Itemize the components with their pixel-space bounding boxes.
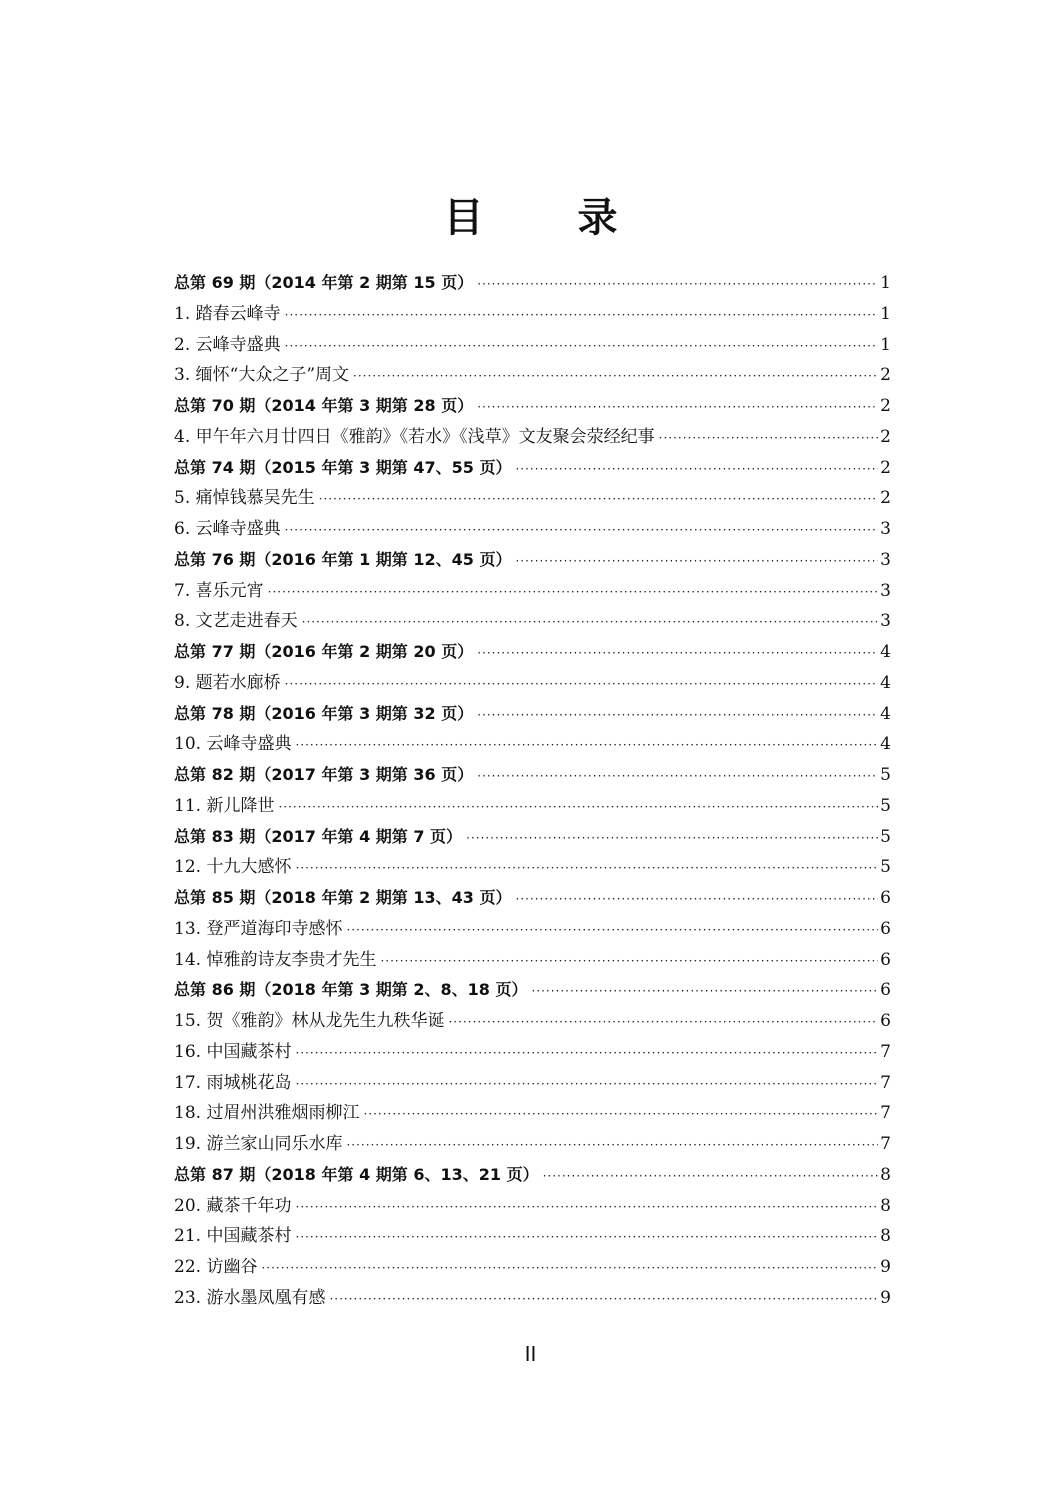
toc-page-number: 5 bbox=[880, 826, 891, 847]
toc-entry-title: 22. 访幽谷 bbox=[174, 1257, 258, 1277]
toc-page-number: 4 bbox=[880, 734, 891, 755]
toc-page-number: 3 bbox=[880, 549, 891, 570]
toc-issue-heading-text: 总第 85 期（2018 年第 2 期第 13、43 页） bbox=[174, 888, 512, 907]
toc-issue-heading bbox=[174, 822, 891, 853]
toc-entry bbox=[174, 360, 891, 391]
toc-page-number: 2 bbox=[880, 396, 891, 416]
toc-issue-heading bbox=[174, 883, 891, 914]
toc-leader-dots bbox=[295, 1222, 878, 1253]
toc-page-number: 2 bbox=[880, 457, 891, 478]
toc-entry-title: 14. 悼雅韵诗友李贵才先生 bbox=[174, 949, 377, 970]
toc-leader-dots bbox=[659, 423, 879, 454]
toc-entry bbox=[174, 514, 891, 545]
toc-entry-title: 10. 云峰寺盛典 bbox=[174, 734, 292, 755]
toc-page-number: 1 bbox=[880, 273, 891, 293]
toc-leader-dots bbox=[477, 392, 878, 423]
toc-entry-title: 9. 题若水廊桥 bbox=[174, 672, 281, 693]
toc-page-number: 8 bbox=[880, 1164, 891, 1185]
toc-page-number: 3 bbox=[880, 580, 891, 601]
toc-entry bbox=[174, 299, 891, 330]
toc-entry bbox=[174, 945, 891, 976]
toc-entry bbox=[174, 668, 891, 699]
toc-issue-heading bbox=[174, 391, 891, 422]
toc-entry-title: 2. 云峰寺盛典 bbox=[174, 334, 281, 355]
toc-leader-dots bbox=[329, 1284, 878, 1315]
toc-entry-title: 1. 踏春云峰寺 bbox=[174, 303, 281, 324]
toc-entry-title: 8. 文艺走进春天 bbox=[174, 611, 298, 632]
toc-entry bbox=[174, 791, 891, 822]
toc-page-number: 7 bbox=[880, 1103, 891, 1124]
toc-leader-dots bbox=[477, 638, 878, 669]
toc-leader-dots bbox=[346, 915, 878, 946]
toc-leader-dots bbox=[515, 546, 878, 577]
toc-entry-title: 4. 甲午年六月廿四日《雅韵》《若水》《浅草》文友聚会荥经纪事 bbox=[174, 426, 655, 447]
toc-leader-dots bbox=[543, 1161, 879, 1192]
toc-entry bbox=[174, 422, 891, 453]
toc-leader-dots bbox=[285, 331, 879, 362]
toc-page-number: 6 bbox=[880, 888, 891, 908]
toc-entry-title: 13. 登严道海印寺感怀 bbox=[174, 918, 343, 939]
toc-issue-heading bbox=[174, 453, 891, 484]
toc-page-number: 6 bbox=[880, 949, 891, 970]
toc-leader-dots bbox=[515, 884, 878, 915]
toc-entry bbox=[174, 483, 891, 514]
toc-page-number: 2 bbox=[880, 426, 891, 447]
toc-leader-dots bbox=[346, 1130, 878, 1161]
toc-leader-dots bbox=[466, 823, 878, 854]
toc-issue-heading-text: 总第 77 期（2016 年第 2 期第 20 页） bbox=[174, 642, 474, 661]
toc-entry bbox=[174, 1037, 891, 1068]
toc-issue-heading-text: 总第 86 期（2018 年第 3 期第 2、8、18 页） bbox=[174, 980, 528, 1000]
toc-leader-dots bbox=[531, 976, 878, 1007]
toc-issue-heading bbox=[174, 760, 891, 791]
toc-issue-heading-text: 总第 83 期（2017 年第 4 期第 7 页） bbox=[174, 826, 463, 846]
toc-leader-dots bbox=[477, 700, 878, 731]
toc-entry-title: 17. 雨城桃花岛 bbox=[174, 1072, 292, 1093]
toc-issue-heading bbox=[174, 1160, 891, 1191]
toc-page-number: 6 bbox=[880, 980, 891, 1001]
toc-page-number: 7 bbox=[880, 1041, 891, 1062]
toc-entry bbox=[174, 330, 891, 361]
toc-issue-heading bbox=[174, 637, 891, 668]
toc-entry bbox=[174, 852, 891, 883]
toc-entry-title: 19. 游兰家山同乐水库 bbox=[174, 1134, 343, 1154]
toc-leader-dots bbox=[380, 946, 878, 977]
toc-leader-dots bbox=[295, 1038, 878, 1069]
toc-entry bbox=[174, 1221, 891, 1252]
toc-leader-dots bbox=[295, 730, 878, 761]
toc-entry-title: 12. 十九大感怀 bbox=[174, 857, 292, 878]
page-title: 目 录 bbox=[443, 195, 658, 241]
toc-issue-heading bbox=[174, 268, 891, 299]
toc-page-number: 2 bbox=[880, 488, 891, 509]
toc-entry-title: 16. 中国藏茶村 bbox=[174, 1041, 292, 1062]
toc-leader-dots bbox=[278, 792, 878, 823]
toc-page-number: 7 bbox=[880, 1134, 891, 1154]
toc-entry bbox=[174, 1252, 891, 1283]
toc-entry bbox=[174, 1191, 891, 1222]
toc-leader-dots bbox=[295, 853, 878, 884]
toc-leader-dots bbox=[363, 1099, 878, 1130]
toc-page-number: 8 bbox=[880, 1195, 891, 1216]
page-number: II bbox=[524, 1342, 537, 1366]
toc-leader-dots bbox=[295, 1192, 878, 1223]
toc-issue-heading-text: 总第 74 期（2015 年第 3 期第 47、55 页） bbox=[174, 457, 512, 477]
toc-issue-heading-text: 总第 87 期（2018 年第 4 期第 6、13、21 页） bbox=[174, 1164, 539, 1184]
toc-page-number: 5 bbox=[880, 857, 891, 878]
toc-issue-heading bbox=[174, 545, 891, 576]
toc-entry bbox=[174, 1006, 891, 1037]
toc-entry-title: 21. 中国藏茶村 bbox=[174, 1226, 292, 1247]
toc-entry-title: 23. 游水墨凤凰有感 bbox=[174, 1287, 326, 1308]
toc-leader-dots bbox=[295, 1069, 878, 1100]
toc-issue-heading bbox=[174, 975, 891, 1006]
toc-page-number: 7 bbox=[880, 1072, 891, 1093]
toc-page-number: 4 bbox=[880, 703, 891, 724]
toc-entry-title: 20. 藏茶千年功 bbox=[174, 1195, 292, 1216]
toc-page-number: 6 bbox=[880, 918, 891, 939]
toc-page-number: 4 bbox=[880, 642, 891, 662]
toc-page-number: 2 bbox=[880, 365, 891, 386]
toc-entry bbox=[174, 914, 891, 945]
toc-page-number: 5 bbox=[880, 765, 891, 785]
toc-page-number: 1 bbox=[880, 303, 891, 324]
toc-entry bbox=[174, 576, 891, 607]
toc-page-number: 6 bbox=[880, 1011, 891, 1031]
toc-issue-heading-text: 总第 70 期（2014 年第 3 期第 28 页） bbox=[174, 396, 474, 415]
toc-issue-heading-text: 总第 82 期（2017 年第 3 期第 36 页） bbox=[174, 765, 474, 784]
toc-entry-title: 11. 新儿降世 bbox=[174, 795, 275, 816]
toc-leader-dots bbox=[319, 484, 879, 515]
toc-leader-dots bbox=[268, 577, 879, 608]
toc-issue-heading-text: 总第 69 期（2014 年第 2 期第 15 页） bbox=[174, 273, 474, 292]
toc-leader-dots bbox=[515, 454, 878, 485]
toc-entry bbox=[174, 1283, 891, 1314]
toc-entry-title: 7. 喜乐元宵 bbox=[174, 580, 264, 601]
toc-entry-title: 3. 缅怀“大众之子”周文 bbox=[174, 365, 350, 386]
toc-entry-title: 18. 过眉州洪雅烟雨柳江 bbox=[174, 1103, 360, 1124]
toc-entry bbox=[174, 1098, 891, 1129]
toc-page-number: 8 bbox=[880, 1226, 891, 1247]
toc-page-number: 9 bbox=[880, 1287, 891, 1308]
toc-page-number: 4 bbox=[880, 672, 891, 693]
toc-leader-dots bbox=[302, 607, 879, 638]
toc-entry bbox=[174, 1129, 891, 1160]
toc-page-number: 3 bbox=[880, 519, 891, 539]
toc-entry-title: 15. 贺《雅韵》林从龙先生九秩华诞 bbox=[174, 1011, 445, 1031]
toc-leader-dots bbox=[353, 361, 878, 392]
toc-issue-heading-text: 总第 78 期（2016 年第 3 期第 32 页） bbox=[174, 703, 474, 723]
toc-page-number: 1 bbox=[880, 334, 891, 355]
toc-leader-dots bbox=[261, 1253, 878, 1284]
toc-page-number: 5 bbox=[880, 795, 891, 816]
toc-page-number: 3 bbox=[880, 611, 891, 632]
toc-leader-dots bbox=[477, 269, 878, 300]
toc-entry bbox=[174, 729, 891, 760]
toc-entry bbox=[174, 606, 891, 637]
toc-leader-dots bbox=[285, 300, 879, 331]
toc-leader-dots bbox=[285, 669, 879, 700]
toc-entry-title: 5. 痛悼钱慕吴先生 bbox=[174, 488, 315, 509]
toc-entry-title: 6. 云峰寺盛典 bbox=[174, 519, 281, 539]
toc-issue-heading bbox=[174, 699, 891, 730]
toc-page-number: 9 bbox=[880, 1257, 891, 1277]
toc-entry bbox=[174, 1068, 891, 1099]
toc-leader-dots bbox=[448, 1007, 878, 1038]
toc-leader-dots bbox=[477, 761, 878, 792]
toc-leader-dots bbox=[285, 515, 879, 546]
table-of-contents bbox=[174, 268, 891, 1314]
toc-issue-heading-text: 总第 76 期（2016 年第 1 期第 12、45 页） bbox=[174, 549, 512, 569]
